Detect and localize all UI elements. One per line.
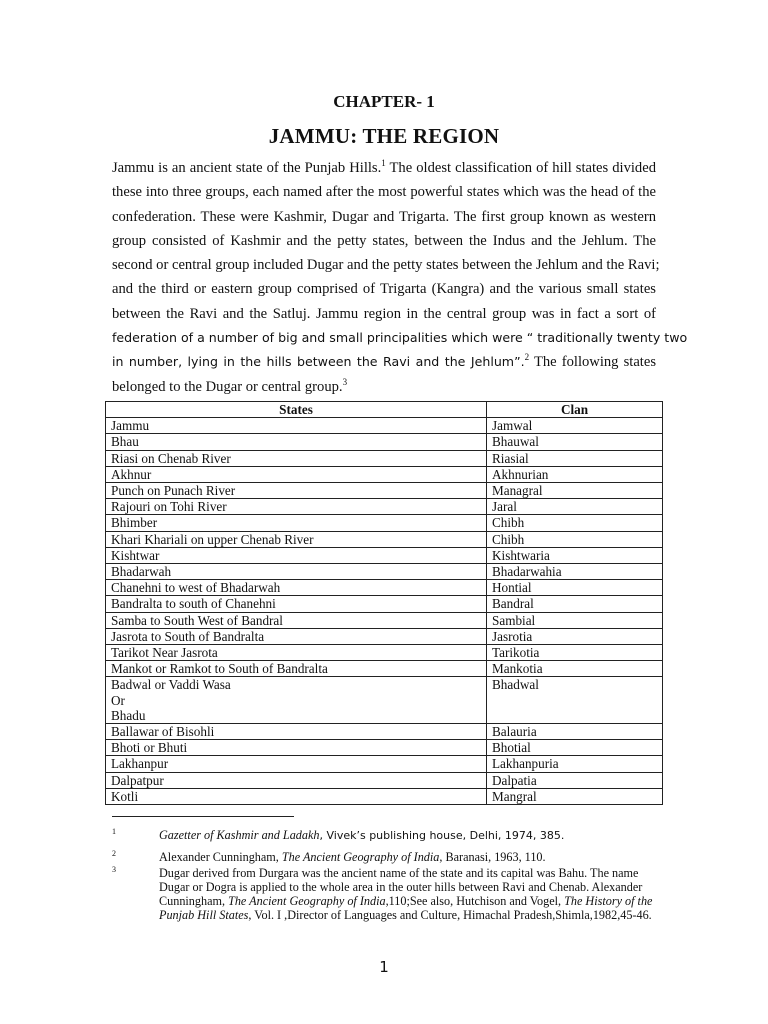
state-cell: Chanehni to west of Bhadarwah [106,580,487,596]
state-cell: Punch on Punach River [106,483,487,499]
paragraph-line: these into three groups, each named after the most powerful states which was the head of the [112,184,656,201]
state-cell: Dalpatpur [106,772,487,788]
chapter-heading: CHAPTER- 1 [333,92,435,111]
footnote-number: 1 [112,827,116,836]
clan-cell: Lakhanpuria [487,756,663,772]
table-header-row [106,402,663,418]
state-cell: Bhimber [106,515,487,531]
clan-cell: Mankotia [487,661,663,677]
clan-cell: Jaral [487,499,663,515]
state-cell: Kishtwar [106,547,487,563]
footnote-text: , Baranasi, 1963, 110. [439,850,546,864]
clan-cell: Tarikotia [487,645,663,661]
clan-cell: Dalpatia [487,772,663,788]
state-cell: Riasi on Chenab River [106,450,487,466]
table-row [106,450,663,466]
state-cell: Tarikot Near Jasrota [106,645,487,661]
footnote-divider [112,816,294,817]
state-cell: Lakhanpur [106,756,487,772]
footnote-text: Cunningham, [159,894,229,908]
body-paragraph [112,156,688,399]
table-row [106,515,663,531]
footnote-citation-title: Punjab Hill States [159,908,249,922]
paragraph-line: in number, lying in the hills between the Ravi and the Jehlum”.$^2$ The following states [112,352,657,371]
footnote-1 [112,828,660,843]
table-row [106,596,663,612]
clan-cell: Balauria [487,724,663,740]
table-row [106,612,663,628]
paragraph-line: Jammu is an ancient state of the Punjab Hills.$^1$ The oldest classification of hill states divided [112,158,656,176]
table-row [106,483,663,499]
footnote-ref: 1 [381,158,386,169]
column-header-states: States [106,402,487,418]
table-row [106,580,663,596]
footnote-3 [112,866,660,922]
table-row [106,418,663,434]
table-row [106,628,663,644]
clan-cell: Kishtwaria [487,547,663,563]
state-cell: Bandralta to south of Chanehni [106,596,487,612]
state-cell: Bhoti or Bhuti [106,740,487,756]
state-cell: Rajouri on Tohi River [106,499,487,515]
state-cell: Mankot or Ramkot to South of Bandralta [106,661,487,677]
table-row [106,564,663,580]
paragraph-line: group consisted of Kashmir and the petty states, between the Indus and the Jehlum. The [112,232,656,249]
clan-cell: Bandral [487,596,663,612]
paragraph-line: belonged to the Dugar or central group.$^3$ [112,376,348,395]
table-row [106,724,663,740]
table-row [106,645,663,661]
state-cell: Khari Khariali on upper Chenab River [106,531,487,547]
states-clan-table [105,401,663,805]
clan-cell: Riasial [487,450,663,466]
clan-cell: Chibh [487,531,663,547]
state-cell: Badwal or Vaddi Wasa Or Bhadu [106,677,487,724]
state-cell: Akhnur [106,466,487,482]
footnote-citation-title: The Ancient Geography of India [228,894,386,908]
footnote-text: , Vol. I ,Director of Languages and Culture, Himachal Pradesh,Shimla,1982,45-46. [248,908,652,922]
footnote-text: Dugar derived from Durgara was the ancient name of the state and its capital was Bahu. The name [159,866,639,880]
state-cell: Samba to South West of Bandral [106,612,487,628]
clan-cell: Jasrotia [487,628,663,644]
clan-cell: Chibh [487,515,663,531]
table-row [106,547,663,563]
state-cell: Jammu [106,418,487,434]
table-row [106,740,663,756]
page-title: JAMMU: THE REGION [268,124,500,148]
clan-cell: Bhadarwahia [487,564,663,580]
paragraph-line: and the third or eastern group comprised of Trigarta (Kangra) and the various small states [112,281,656,298]
table-row [106,434,663,450]
clan-cell: Managral [487,483,663,499]
clan-cell: Bhadwal [487,677,663,724]
column-header-clan: Clan [487,402,663,418]
clan-cell: Mangral [487,788,663,804]
clan-cell: Jamwal [487,418,663,434]
footnote-citation-title: The History of the [564,894,653,908]
table-row [106,772,663,788]
paragraph-line: between the Ravi and the Satluj. Jammu region in the central group was in fact a sort of [112,305,656,322]
state-cell: Kotli [106,788,487,804]
table-row [106,661,663,677]
footnote-2 [112,850,660,864]
table-row [106,756,663,772]
footnote-citation-title: The Ancient Geography of India [281,850,440,864]
paragraph-line: confederation. These were Kashmir, Dugar and Trigarta. The first group known as western [112,208,656,225]
paragraph-line: federation of a number of big and small principalities which were “ traditionally twenty two [112,330,688,346]
footnote-number: 3 [112,865,116,874]
clan-cell: Akhnurian [487,466,663,482]
clan-cell: Sambial [487,612,663,628]
state-cell: Bhadarwah [106,564,487,580]
footnote-text: Alexander Cunningham, [159,850,282,864]
footnote-ref: 2 [524,352,530,363]
clan-cell: Bhauwal [487,434,663,450]
footnote-text: ,110;See also, Hutchison and Vogel, [385,894,565,908]
state-cell: Bhau [106,434,487,450]
footnote-number: 2 [112,849,116,858]
table-row [106,499,663,515]
state-cell: Ballawar of Bisohli [106,724,487,740]
footnote-citation-title: Gazetter of Kashmir and Ladakh [159,828,320,842]
table-row [106,788,663,804]
state-cell: Jasrota to South of Bandralta [106,628,487,644]
paragraph-line: second or central group included Dugar and the petty states between the Jehlum and the Ravi; [112,257,660,274]
table-row [106,531,663,547]
clan-cell: Bhotial [487,740,663,756]
table-row [106,677,663,724]
table-row [106,466,663,482]
footnote-text: Dugar or Dogra is applied to the whole area in the outer hills between Ravi and Chenab. Alexander [159,880,643,894]
page-number: 1 [379,958,389,976]
footnote-text: , Vivek’s publishing house, Delhi, 1974, 385. [319,829,565,842]
table-body [106,418,663,805]
clan-cell: Hontial [487,580,663,596]
footnote-ref: 3 [342,376,348,387]
